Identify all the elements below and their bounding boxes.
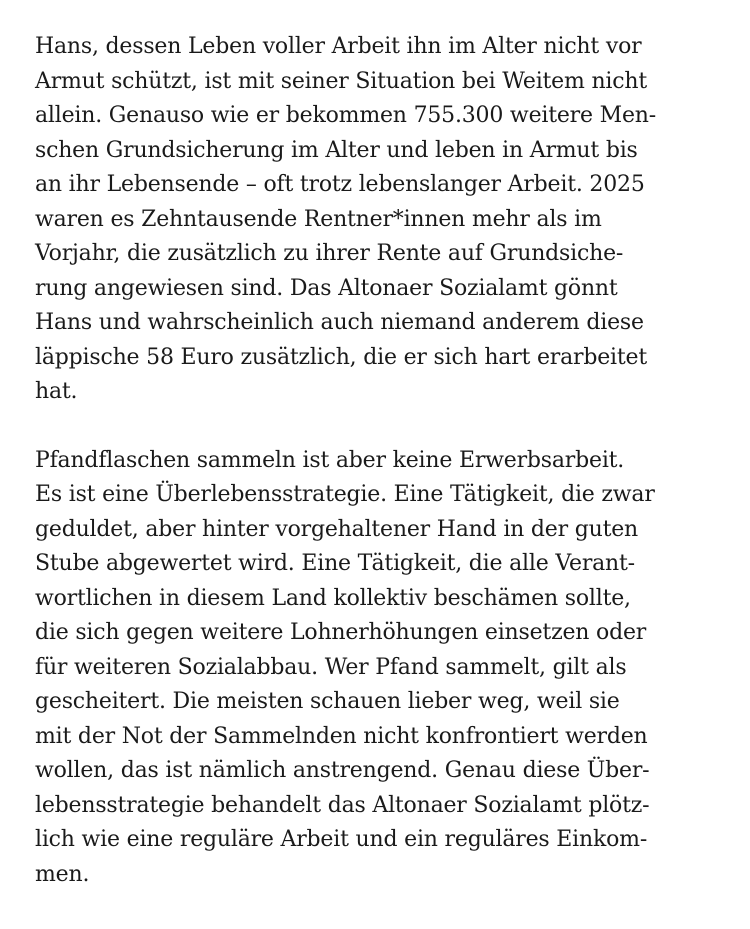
article-body (35, 30, 725, 892)
text-line: waren es Zehntausende Rentner*innen mehr als im (35, 206, 602, 232)
text-line: allein. Genauso wie er bekommen 755.300 weitere Men- (35, 103, 656, 128)
text-line: wortlichen in diesem Land kollektiv beschämen sollte, (35, 585, 631, 611)
text-line: wollen, das ist nämlich anstrengend. Genau diese Über- (35, 758, 650, 783)
text-line: Stube abgewertet wird. Eine Tätigkeit, die alle Verant- (35, 551, 635, 576)
text-line: hat. (35, 379, 78, 404)
text-line: schen Grundsicherung im Alter und leben in Armut bis (35, 137, 638, 163)
text-line: Armut schützt, ist mit seiner Situation bei Weitem nicht (35, 68, 647, 94)
text-line: läppische 58 Euro zusätzlich, die er sich hart erarbeitet (35, 344, 647, 370)
text-line: an ihr Lebensende – oft trotz lebenslanger Arbeit. 2025 (35, 172, 645, 197)
paragraph-2 (35, 444, 725, 893)
text-line: gescheitert. Die meisten schauen lieber weg, weil sie (35, 689, 620, 714)
text-line: die sich gegen weitere Lohnerhöhungen einsetzen oder (35, 620, 647, 645)
text-line: Es ist eine Überlebensstrategie. Eine Tätigkeit, die zwar (35, 482, 655, 507)
paragraph-1 (35, 30, 725, 410)
text-line: Pfandflaschen sammeln ist aber keine Erwerbsarbeit. (35, 447, 625, 473)
text-line: für weiteren Sozialabbau. Wer Pfand sammelt, gilt als (35, 654, 627, 680)
text-line: Hans und wahrscheinlich auch niemand anderem diese (35, 310, 644, 335)
text-line: Hans, dessen Leben voller Arbeit ihn im Alter nicht vor (35, 34, 642, 59)
text-line: Vorjahr, die zusätzlich zu ihrer Rente auf Grundsiche- (35, 241, 624, 266)
text-line: lich wie eine reguläre Arbeit und ein reguläres Einkom- (35, 827, 648, 852)
text-line: geduldet, aber hinter vorgehaltener Hand in der guten (35, 516, 639, 542)
text-line: mit der Not der Sammelnden nicht konfrontiert werden (35, 723, 648, 749)
text-line: rung angewiesen sind. Das Altonaer Sozialamt gönnt (35, 275, 618, 301)
text-line: lebensstrategie behandelt das Altonaer Sozialamt plötz- (35, 792, 650, 818)
text-line: men. (35, 861, 90, 887)
